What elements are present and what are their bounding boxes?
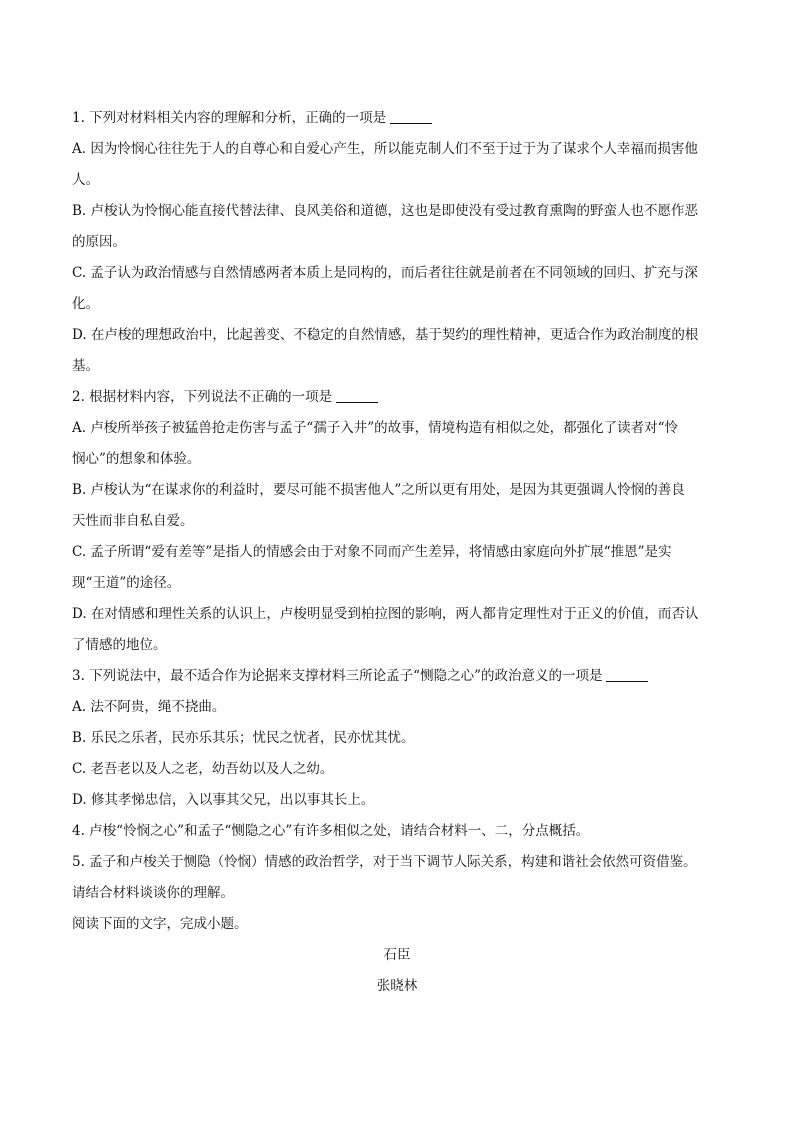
question-2-stem: 2. 根据材料内容，下列说法不正确的一项是: [72, 382, 722, 413]
q1-option-d-cont: 基。: [72, 358, 99, 374]
q1-option-a-cont: 人。: [72, 172, 99, 188]
q3-option-c: C. 老吾老以及人之老，幼吾幼以及人之幼。: [72, 761, 334, 777]
question-3-stem: 3. 下列说法中，最不适合作为论据来支撑材料三所论孟子“恻隐之心”的政治意义的一项是: [72, 661, 722, 692]
q3-option-b: B. 乐民之乐者，民亦乐其乐；忧民之忧者，民亦忧其忧。: [72, 730, 415, 746]
q1-option-a: A. 因为怜悯心往往先于人的自尊心和自爱心产生，所以能克制人们不至于过于为了谋求个人幸福而损害他: [72, 141, 698, 157]
question-5-cont: 请结合材料谈谈你的理解。: [72, 885, 234, 901]
q1-option-d: D. 在卢梭的理想政治中，比起善变、不稳定的自然情感，基于契约的理性精神，更适合作为政治制度的根: [72, 327, 699, 343]
q2-option-b: B. 卢梭认为“在谋求你的利益时，要尽可能不损害他人”之所以更有用处，是因为其更强调人怜悯的善良: [72, 482, 685, 498]
q3-option-d: D. 修其孝悌忠信，入以事其父兄，出以事其长上。: [72, 792, 375, 808]
question-4: 4. 卢梭“怜悯之心”和孟子“恻隐之心”有许多相似之处，请结合材料一、二，分点概括。: [72, 823, 590, 839]
q2-option-a: A. 卢梭所举孩子被猛兽抢走伤害与孟子“孺子入井”的故事，情境构造有相似之处，都强化了读者对“怜: [72, 420, 679, 436]
answer-blank: [336, 389, 378, 403]
story-author: 张晓林: [376, 978, 418, 994]
question-5: 5. 孟子和卢梭关于恻隐（怜悯）情感的政治哲学，对于当下调节人际关系，构建和谐社会依然可资借鉴。: [72, 854, 697, 870]
question-1-stem: 1. 下列对材料相关内容的理解和分析，正确的一项是: [72, 103, 722, 134]
q2-option-c-cont: 现“王道”的途径。: [72, 575, 181, 591]
q2-option-d-cont: 了情感的地位。: [72, 637, 167, 653]
q1-option-b: B. 卢梭认为怜悯心能直接代替法律、良风美俗和道德，这也是即使没有受过教育熏陶的野蛮人也不愿作恶: [72, 203, 699, 219]
q2-option-b-cont: 天性而非自私自爱。: [72, 513, 194, 529]
q2-option-c: C. 孟子所谓“爱有差等”是指人的情感会由于对象不同而产生差异，将情感由家庭向外扩展“推恩”是实: [72, 544, 672, 560]
q1-option-c: C. 孟子认为政治情感与自然情感两者本质上是同构的，而后者往往就是前者在不同领域的回归、扩充与深: [72, 265, 698, 281]
answer-blank: [606, 668, 648, 682]
q3-option-a: A. 法不阿贵，绳不挠曲。: [72, 699, 226, 715]
q2-option-a-cont: 悯心”的想象和体验。: [72, 451, 201, 467]
answer-blank: [390, 110, 432, 124]
reading-instruction: 阅读下面的文字，完成小题。: [72, 916, 248, 932]
q2-option-d: D. 在对情感和理性关系的认识上，卢梭明显受到柏拉图的影响，两人都肯定理性对于正义的价值，而否认: [72, 606, 699, 622]
q1-option-c-cont: 化。: [72, 296, 99, 312]
document-content: [72, 103, 722, 1002]
q1-option-b-cont: 的原因。: [72, 234, 126, 250]
story-title: 石臣: [383, 947, 411, 963]
